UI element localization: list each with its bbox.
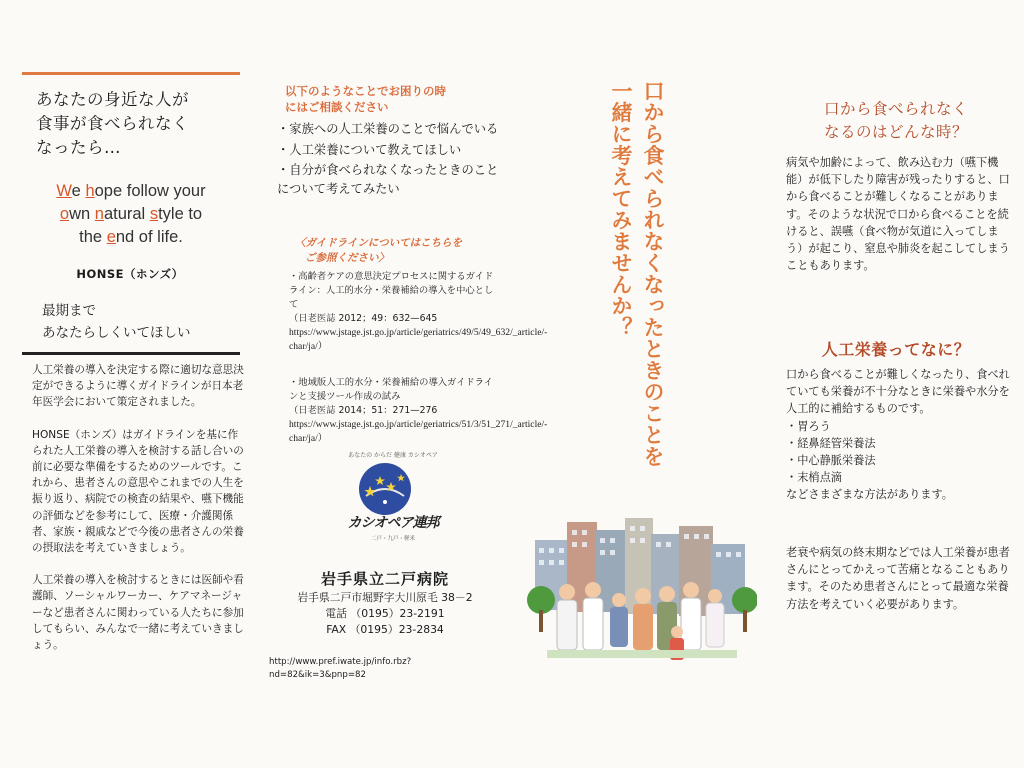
reference-link[interactable]: https://www.jstage.jst.go.jp/article/geriatrics/49/5/49_632/_article/-char/ja/）	[289, 327, 548, 352]
logo-bottom-text: 二戸・九戸・軽米	[370, 536, 415, 542]
fax: FAX （0195）23-2834	[326, 623, 444, 636]
reference-1: ・高齢者ケアの意思決定プロセスに関するガイドライン：人工的水分・栄養補給の導入を中心として （日老医誌 2012；49：632—645 https://www.jstage.jst.go.jp/article/geriatrics/49/5/49_632/_article/-char/ja/）	[289, 271, 548, 352]
honse-name: HONSE（ホンズ）	[76, 267, 184, 281]
orange-rule	[22, 72, 240, 75]
cassiopeia-logo	[338, 450, 448, 550]
phone: 電話 （0195）23-2191	[325, 607, 445, 620]
family-and-doctors-illustration	[527, 500, 757, 690]
reference-2: ・地域版人工的水分・栄養補給の導入ガイドラインと支援ツール作成の試み （日老医誌 2014；51：271—276 https://www.jstage.jst.go.jp/article/geriatrics/51/3/51_271/_article/-char/ja/）	[289, 377, 548, 444]
reference-link[interactable]: https://www.jstage.jst.go.jp/article/geriatrics/51/3/51_271/_article/-char/ja/）	[289, 419, 548, 444]
final-message: 最期まで あなたらしくいてほしい	[42, 303, 191, 341]
black-rule	[22, 352, 240, 355]
hospital-name: 岩手県立二戸病院	[320, 570, 449, 588]
body-paragraph: 人工栄養の導入を検討するときには医師や看護師、ソーシャルワーカー、ケアマネージャーなど患者さんに関わっている人たちに参加してもらい、みんなで一緒に考えていきましょう。	[32, 574, 244, 652]
list-item: ・自分が食べられなくなったときのことについて考えてみたい	[277, 163, 499, 196]
motto-line: own natural style to	[59, 205, 203, 223]
section-body-when: 病気や加齢によって、飲み込む力（嚥下機能）が低下したり障害が残ったりすると、口から食べることが難しくなることがあります。そのような状況で口から食べることを続けると、誤嚥（食べ物が気道に入ってしまう）が起こり、窒息や肺炎を起こしてしまうこともあります。	[786, 156, 1010, 273]
cover-title-line2: 一緒に考えてみませんか？	[609, 80, 633, 338]
section-heading-artificial-nutrition: 人工栄養ってなに？	[821, 340, 971, 359]
panel-info	[760, 0, 1024, 768]
panel-contact	[255, 0, 548, 768]
address: 岩手県二戸市堀野字大川原毛 38－2	[297, 591, 473, 604]
english-motto	[26, 180, 236, 249]
homepage-link[interactable]: http://www.pref.iwate.jp/info.rbz?nd=82&ik=3&pnp=82	[269, 657, 412, 680]
panel-intro	[0, 0, 255, 768]
body-paragraph: HONSE（ホンズ）はガイドラインを基に作られた人工栄養の導入を検討する話し合いの前に必要な準備をするためのツールです。これから、患者さんの意思やこれまでの人生を振り返り、病院での検査の結果や、嚥下機能の評価などを参考にして、医療・介護関係者、家族・親戚などで今後の患者さんの栄養の摂取法を考えていきましょう。	[32, 428, 244, 555]
logo-top-text: あなたの からだ 健康 カシオペア	[348, 452, 438, 459]
consult-heading: 以下のようなことでお困りの時 にはご相談ください	[285, 84, 446, 114]
section-heading-when: 口から食べられなく なるのはどんな時？	[823, 100, 968, 141]
contact-info	[285, 590, 485, 638]
list-item: ・人工栄養について教えてほしい	[277, 142, 462, 157]
list-item: ・末梢点滴	[786, 471, 842, 485]
list-item: ・中心静脈栄養法	[786, 454, 876, 468]
list-item: ・家族への人工栄養のことで悩んでいる	[277, 122, 499, 136]
methods-list	[786, 418, 1012, 487]
section-body-artificial-nutrition: 口から食べることが難しくなったり、食べれていても栄養が不十分なときに栄養や水分を人工的に補給するものです。 ・胃ろう ・経鼻経管栄養法 ・中心静脈栄養法 ・末梢点滴 などさまざまな方法があります。	[786, 366, 1012, 504]
star-disc-icon	[358, 462, 412, 516]
consult-list	[277, 120, 499, 200]
motto-line: the end of life.	[79, 228, 183, 246]
intro-body	[32, 362, 246, 669]
intro-title: あなたの身近な人が 食事が食べられなく なったら…	[36, 90, 189, 157]
logo-name: カシオペア連邦	[347, 515, 439, 531]
list-item: ・胃ろう	[786, 419, 831, 433]
list-item: ・経鼻経管栄養法	[786, 436, 876, 450]
cover-title-line1: 口から食べられなくなったときのことを	[641, 80, 665, 467]
guideline-heading: 〈ガイドラインについてはこちらを ご参照ください〉	[295, 237, 463, 264]
motto-line: We hope follow your	[56, 182, 206, 200]
body-paragraph: 人工栄養の導入を決定する際に適切な意思決定ができるように導くガイドラインが日本老年医学会において策定されました。	[32, 364, 244, 409]
closing-text: 老衰や病気の終末期などでは人工栄養が患者さんにとってかえって苦痛となることもあります。そのため患者さんにとって最適な栄養方法を考えていく必要があります。	[786, 546, 1010, 611]
panel-cover	[507, 0, 760, 768]
